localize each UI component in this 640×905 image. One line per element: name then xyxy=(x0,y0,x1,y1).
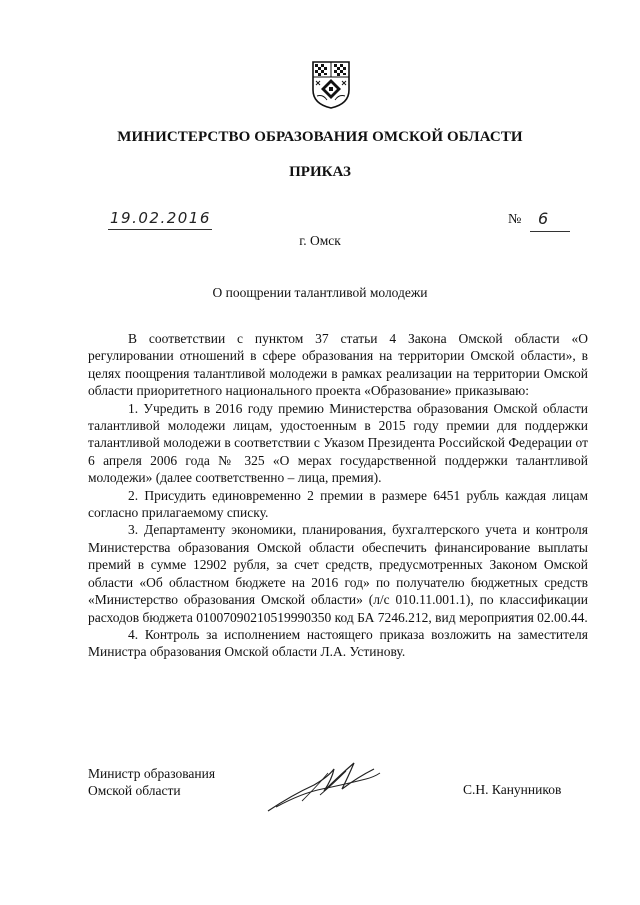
number-sign: № xyxy=(508,212,522,227)
order-subject: О поощрении талантливой молодежи xyxy=(212,285,428,300)
order-number-field xyxy=(508,209,570,232)
coat-of-arms-icon xyxy=(311,60,351,110)
number-underline xyxy=(530,231,570,232)
signer-position xyxy=(88,765,215,800)
signer-position-line-2: Омской области xyxy=(88,783,181,799)
clause-1-paragraph: 1. Учредить в 2016 году премию Министерства образования Омской области талантливой молодежи лицам, удостоенным в 2015 году премии для поддержки талантливой молодежи в соответствии с Указом Президента Российской Федерации от 6 апреля 2006 года № 325 «О мерах государственной поддержки талантливой молодежи» (далее соответственно – лица, премия). xyxy=(88,400,588,486)
order-date-field xyxy=(108,210,212,230)
document-type: ПРИКАЗ xyxy=(289,164,351,180)
signer-position-line-1: Министр образования xyxy=(88,766,216,781)
order-number: 6 xyxy=(538,209,549,228)
clause-4-paragraph: 4. Контроль за исполнением настоящего приказа возложить на заместителя Министра образования Омской области Л.А. Устинову. xyxy=(88,626,588,660)
city: г. Омск xyxy=(299,233,341,248)
preamble-paragraph: В соответствии с пунктом 37 статьи 4 Закона Омской области «О регулировании отношений в сфере образования на территории Омской области», в целях поощрения талантливой молодежи в рамках реализации на территории Омской области приоритетного национального проекта «Образование» приказываю: xyxy=(88,331,588,399)
order-body xyxy=(88,330,588,661)
order-date: 19.02.2016 xyxy=(110,209,211,227)
ministry-name: МИНИСТЕРСТВО ОБРАЗОВАНИЯ ОМСКОЙ ОБЛАСТИ xyxy=(117,129,523,145)
date-underline xyxy=(108,229,212,230)
clause-2-paragraph: 2. Присудить единовременно 2 премии в размере 6451 рубль каждая лицам согласно прилагаемому списку. xyxy=(88,487,588,521)
signer-name: С.Н. Канунников xyxy=(463,782,562,797)
clause-3-paragraph: 3. Департаменту экономики, планирования, бухгалтерского учета и контроля Министерства образования Омской области обеспечить финансирование выплаты премий в сумме 12902 рубля, за счет средств, предусмотренных Законом Омской области «Об областном бюджете на 2016 год» по получателю бюджетных средств «Министерство образования Омской области» (л/с 010.11.001.1), по классификации расходов бюджета 01007090210519990350 код БА 7246.212, вид мероприятия 02.00.44. xyxy=(88,522,588,625)
handwritten-signature-icon xyxy=(262,755,387,817)
